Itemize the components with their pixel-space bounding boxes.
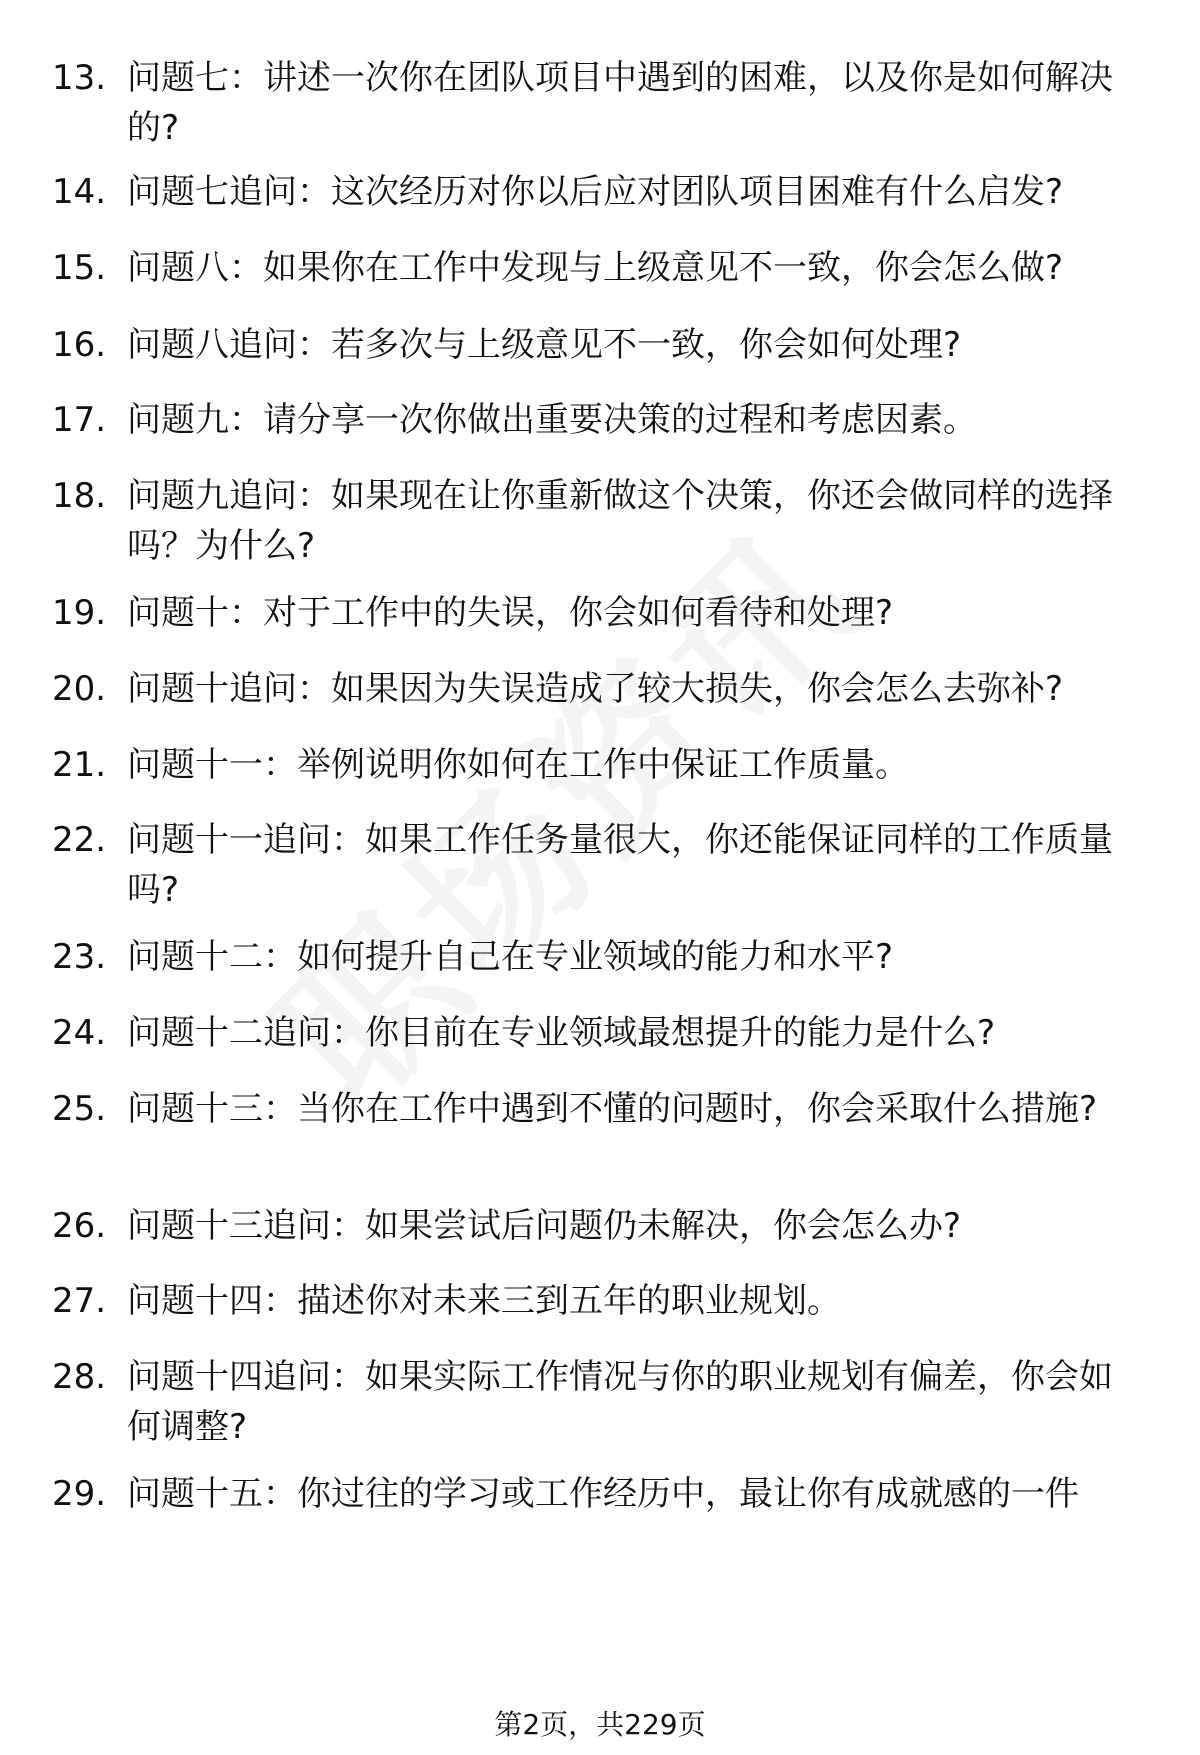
- list-item: [52, 1276, 1152, 1326]
- item-number: 22.: [52, 820, 107, 860]
- item-text: 问题十一：举例说明你如何在工作中保证工作质量。: [127, 745, 909, 785]
- item-text: 问题十五：你过往的学习或工作经历中，最让你有成就感的一件: [127, 1474, 1079, 1514]
- item-text: 问题十四：描述你对未来三到五年的职业规划。: [127, 1281, 841, 1321]
- item-number: 29.: [52, 1474, 107, 1514]
- list-item: [52, 1201, 1152, 1251]
- item-number: 25.: [52, 1089, 107, 1129]
- list-item: [52, 588, 1152, 638]
- item-text: 问题十四追问：如果实际工作情况与你的职业规划有偏差，你会如何调整?: [127, 1357, 1113, 1447]
- item-number: 16.: [52, 325, 107, 365]
- item-text: 问题八追问：若多次与上级意见不一致，你会如何处理?: [127, 325, 962, 365]
- item-number: 21.: [52, 745, 107, 785]
- item-text: 问题十追问：如果因为失误造成了较大损失，你会怎么去弥补?: [127, 669, 1064, 709]
- list-item: [52, 471, 1152, 571]
- list-item: [52, 167, 1152, 217]
- list-item: [52, 1469, 1152, 1519]
- item-text: 问题七：讲述一次你在团队项目中遇到的困难，以及你是如何解决的?: [127, 58, 1113, 148]
- list-item: [52, 664, 1152, 714]
- item-number: 13.: [52, 58, 107, 98]
- item-number: 17.: [52, 400, 107, 440]
- item-text: 问题十二：如何提升自己在专业领域的能力和水平?: [127, 937, 894, 977]
- item-text: 问题七追问：这次经历对你以后应对团队项目困难有什么启发?: [127, 172, 1064, 212]
- item-text: 问题八：如果你在工作中发现与上级意见不一致，你会怎么做?: [127, 248, 1064, 288]
- item-text: 问题十：对于工作中的失误，你会如何看待和处理?: [127, 593, 894, 633]
- list-item: [52, 1008, 1152, 1058]
- item-text: 问题十三：当你在工作中遇到不懂的问题时，你会采取什么措施?: [127, 1089, 1098, 1129]
- list-item: [52, 320, 1152, 370]
- page-footer: 第2页，共229页: [494, 1708, 706, 1741]
- item-text: 问题十一追问：如果工作任务量很大，你还能保证同样的工作质量吗?: [127, 820, 1113, 910]
- item-number: 26.: [52, 1206, 107, 1246]
- item-number: 14.: [52, 172, 107, 212]
- list-item: [52, 1084, 1152, 1134]
- list-item: [52, 932, 1152, 982]
- item-text: 问题九追问：如果现在让你重新做这个决策，你还会做同样的选择吗？为什么?: [127, 476, 1113, 566]
- item-text: 问题九：请分享一次你做出重要决策的过程和考虑因素。: [127, 400, 977, 440]
- item-number: 28.: [52, 1357, 107, 1397]
- item-text: 问题十三追问：如果尝试后问题仍未解决，你会怎么办?: [127, 1206, 962, 1246]
- item-number: 19.: [52, 593, 107, 633]
- list-item: [52, 395, 1152, 445]
- item-number: 15.: [52, 248, 107, 288]
- item-number: 20.: [52, 669, 107, 709]
- item-number: 18.: [52, 476, 107, 516]
- item-number: 27.: [52, 1281, 107, 1321]
- item-number: 24.: [52, 1013, 107, 1053]
- item-number: 23.: [52, 937, 107, 977]
- list-item: [52, 53, 1152, 153]
- list-item: [52, 243, 1152, 293]
- list-item: [52, 815, 1152, 915]
- list-item: [52, 1352, 1152, 1452]
- item-text: 问题十二追问：你目前在专业领域最想提升的能力是什么?: [127, 1013, 996, 1053]
- list-item: [52, 740, 1152, 790]
